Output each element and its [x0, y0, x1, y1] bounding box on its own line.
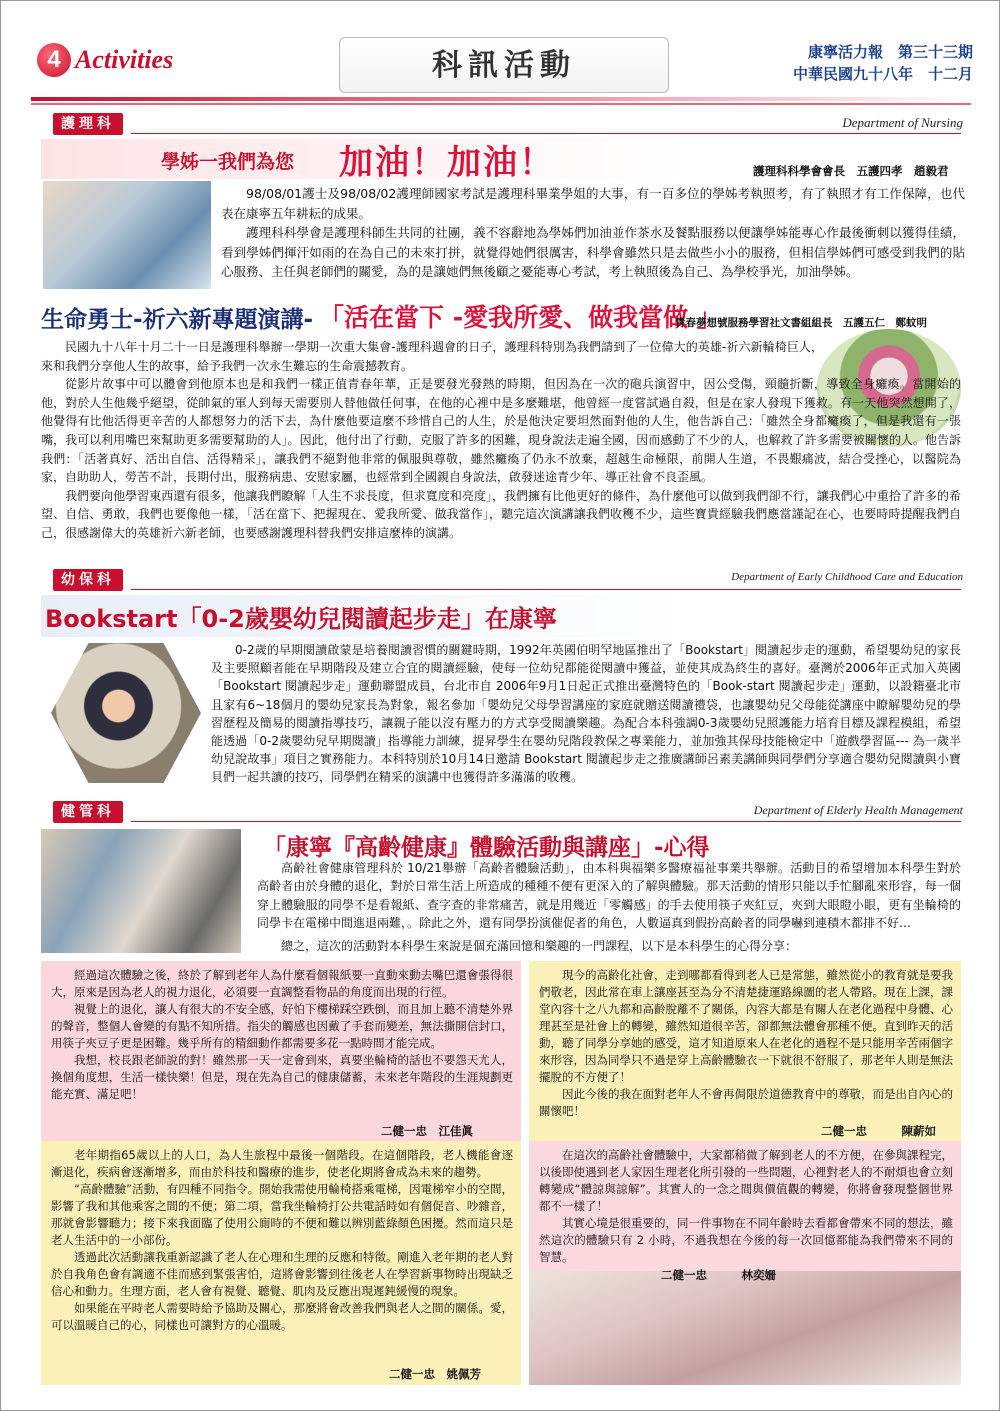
dept-en-nursing: Department of Nursing — [842, 115, 963, 130]
nursing-headline-pre: 學姊一我們為您 — [161, 151, 295, 173]
essay-4-signature: 二健一忠 林奕姍 — [661, 1268, 776, 1282]
nursing-article — [221, 184, 965, 282]
early-childhood-article — [211, 641, 961, 787]
bookstart-photo — [51, 643, 201, 783]
talk-paragraph: 從影片故事中可以體會到他原本也是和我們一樣正值青春年華，正是要發光發熱的時期，但因為在一次的砲兵演習中，因公受傷，頸髓折斷，導致全身癱瘓。當開始的他，對於人生他幾乎絕望，從帥氣的軍人到每天需要別人替他做任何事，在他的心裡中是多麼難堪，他曾經一度嘗試過自殺，但是在家人發現下獲救。有一天他突然想開了，他覺得有比他活得更辛苦的人都想努力的活下去，為什麼他要這麼不珍惜自己的人生，於是他決定要坦然面對他的人生，他告訴自己：「雖然全身都癱瘓了，但是我還有一張嘴，我可以利用嘴巴來幫助更多需要幫助的人」。因此，他付出了行動，克服了許多的困難，現身說法走遍全國，因而感動了不少的人，也解救了許多需要被關懷的人。他告訴我們：「活著真好、活出自信、活得精采」，讓我們不絕對他非常的佩服與尊敬，雖然癱瘓了仍永不放棄，超越生命極限，前開人生道，不畏艱痛波，結合受挫心，以醫院為家，自助助人，勞苦不計，長期付出，服務病患、安慰家屬，也經常到全國親自身說法，啟發迷途青少年、導正社會不良歪風。 — [41, 377, 961, 485]
talk-title-pre: 生命勇士-祈六新專題演講- — [41, 307, 314, 333]
talk-paragraph: 民國九十八年十月二十一日是護理科舉辦一學期一次重大集會-護理科週會的日子，護理科特別為我們請到了一位偉大的英雄-祈六新輪椅巨人，來和我們分享他人生的故事，給予我們一次永生難忘的生命震撼教育。 — [41, 340, 823, 373]
essay-2 — [539, 967, 953, 1120]
essay-paragraph: 在這次的高齡社會體驗中，大家都稍微了解到老人的不方便，在參與課程完，以後即使遇到老人家因生理老化所引發的一些問題，心裡對老人的不耐煩也會立刻轉變成“體諒與諒解”。其實人的一念之間與價值觀的轉變，你將會發現整個世界都不一樣了！ — [539, 1148, 953, 1213]
issue-date: 中華民國九十八年 十二月 — [792, 65, 973, 83]
dept-rule-early-childhood — [131, 589, 961, 590]
essay-paragraph: 老年期指65歲以上的人口，為人生旅程中最後一個階段。在這個階段，老人機能會逐漸退化，疾病會逐漸增多，而由於科技和醫療的進步，使老化期將會成為未來的趨勢。 — [51, 1148, 513, 1179]
section-name-en: Activities — [75, 45, 174, 74]
dept-rule-nursing — [131, 133, 961, 134]
essay-1-signature: 二健一忠 江佳眞 — [381, 1124, 473, 1138]
section-title: 科訊活動 — [432, 48, 576, 83]
elderly-intro2-paragraph: 總之，這次的活動對本科學生來說是個充滿回憶和樂趣的一門課程，以下是本科學生的心得分享： — [281, 939, 798, 953]
essay-paragraph: 視覺上的退化，讓人有很大的不安全感，好怕下樓梯踩空跌倒，而且加上聽不清楚外界的聲音，整個人會變的有點不知所措。指尖的觸感也因戴了手套而變差，無法撕開信封口，用筷子夾豆子更是困難。幾乎所有的精細動作都需要多花一點時間才能完成。 — [51, 1002, 513, 1050]
header-rule — [31, 97, 971, 101]
essay-4 — [539, 1147, 953, 1266]
dept-en-early-childhood: Department of Early Childhood Care and Education — [731, 571, 963, 583]
essay-paragraph: 透過此次活動讓我重新認識了老人在心理和生理的反應和特徵。剛進入老年期的老人對於自我角色會有調適不佳而感到緊張害怕，這將會影響到往後老人在學習新事物時出現缺乏信心和動力。生理方面，老人會有視覺、聽覺、肌肉及反應出現遲鈍緩慢的現象。 — [51, 1250, 513, 1298]
elderly-activity-photo — [41, 829, 241, 953]
essay-paragraph: “高齡體驗”活動，有四種不同指令。開始我需使用輪椅搭乘電梯，因電梯窄小的空間，影響了我和其他乘客之間的不便；第二項，當我坐輪椅打公共電話時如有個促音、吵雜音，那就會影響聽力；接下來我面臨了使用公廁時的不便和難以辨別藍綠顏色困擾。然而這只是老人生活中的一小部份。 — [51, 1182, 513, 1247]
dept-rule-elderly — [131, 821, 961, 822]
publication-name: 康寧活力報 第三十三期 — [807, 43, 973, 61]
elderly-intro2 — [257, 937, 961, 955]
talk-byline: 青春夢想號服務學習社文書組組長 五護五仁 鄭蚊明 — [675, 317, 927, 329]
elderly-intro-paragraph: 高齡社會健康管理科於 10/21舉辦「高齡者體驗活動」，由本科與福樂多醫療福祉事業共舉辦。活動目的希望增加本科學生對於高齡者由於身體的退化，對於日常生活上所造成的種種不便有更深入的了解與體驗。那天活動的情形只能以手忙腳亂來形容，每一個穿上體驗服的同學不是看報紙、查字查的非常痛苦，就是用幾近「零觸感」的手去使用筷子夾紅豆，夾到大眼瞪小眼，更有坐輪椅的同學卡在電梯中間進退兩難，。除此之外，還有同學扮演催促者的角色，人數逼真到假扮高齡者的同學嚇到連積木都排不好… — [257, 861, 961, 931]
issue-info — [753, 41, 973, 85]
elderly-headline: 「康寧『高齡健康』體驗活動與講座」-心得 — [263, 835, 710, 861]
talk-article — [41, 338, 961, 543]
header-rule-thin — [31, 103, 971, 105]
dept-tag-nursing: 護理科 — [53, 113, 123, 135]
dept-en-elderly: Department of Elderly Health Management — [753, 803, 963, 817]
early-childhood-paragraph: 0-2歲的早期閱讀啟蒙是培養閱讀習慣的關鍵時期，1992年英國伯明罕地區推出了「Bookstart」閱讀起步走的運動，希望嬰幼兒的家長及主要照顧者能在早期階段及建立合宜的閱讀經驗，使每一位幼兒都能從閱讀中獲益，並使其成為終生的喜好。臺灣於2006年正式加入英國「Bookstart 閱讀起步走」運動聯盟成員，台北市自 2006年9月1日起正式推出臺灣特色的「Book-start 閱讀起步走」運動，以設籍臺北市且家有6~18個月的嬰幼兒家長為對象，報名參加「嬰幼兒父母學習講座的家庭就贈送閱讀禮袋，也讓嬰幼兒父母能從講座中瞭解嬰幼兒的學習歷程及簡易的閱讀指導技巧，讓親子能以沒有壓力的方式享受閱讀樂趣。為配合本科強調0-3歲嬰幼兒照護能力培育目標及課程模組，希望能透過「0-2歲嬰幼兒早期閱讀」指導能力訓練，提昇學生在嬰幼兒階段教保之專業能力，並加強其保母技能檢定中「遊戲學習區--- 為一歲半幼兒說故事」項目之實務能力。本科特別於10月14日邀請 Bookstart 閱讀起步走之推廣講師呂素美講師與同學們分享適合嬰幼兒閱讀與小寶貝們一起共讀的技巧，同學們在精采的演講中也獲得許多滿滿的收穫。 — [211, 643, 961, 785]
essay-paragraph: 經過這次體驗之後，終於了解到老年人為什麼看個報紙要一直動來動去嘴巴還會張得很大，原來是因為老人的視力退化，必須要一直調整看物品的角度而出現的行徑。 — [51, 968, 513, 999]
talk-title-quote: 「活在當下 -愛我所愛、做我當做 」 — [319, 303, 722, 332]
dept-tag-early-childhood: 幼保科 — [53, 569, 123, 591]
dept-tag-elderly: 健管科 — [53, 801, 123, 823]
nursing-paragraph: 98/08/01護士及98/08/02護理師國家考試是護理科畢業學姐的大事，有一百多位的學姊考執照考，有了執照才有工作保障，也代表在康寧五年耕耘的成果。 — [221, 186, 965, 221]
page-number-badge: 4 — [37, 43, 71, 77]
nursing-headline-big: 加油！加油！ — [339, 143, 555, 183]
essay-1 — [51, 967, 513, 1103]
nursing-photo — [43, 181, 211, 289]
section-title-box — [339, 37, 669, 93]
talk-paragraph: 我們要向他學習東西還有很多，他讓我們瞭解「人生不求長度，但求寬度和亮度」，我們擁有比他更好的條件，為什麼他可以做到我們卻不行，讓我們心中重拾了許多的希望、自信、勇敢，我們也要像他一樣，「活在當下、把握現在、愛我所愛、做我當作」，聽完這次演講讓我們收穫不少，這些寶貴經驗我們應當謹記在心，也要時時提醒我們自己，很感謝偉大的英雄祈六新老師，也要感謝護理科替我們安排這麼棒的演講。 — [41, 488, 961, 540]
essay-paragraph: 如果能在平時老人需要時給予協助及關心，那麼將會改善我們與老人之間的關係。愛，可以溫暖自己的心，同樣也可讓對方的心溫暖。 — [51, 1301, 513, 1332]
early-childhood-headline: Bookstart「0-2歲嬰幼兒閱讀起步走」在康寧 — [45, 605, 557, 633]
nursing-byline: 護理科科學會會長 五護四孝 趙毅君 — [753, 164, 949, 178]
elderly-group-photo — [529, 1271, 961, 1385]
essay-paragraph: 我想，校長跟老師說的對！雖然那一天一定會到來，真要坐輪椅的話也不要怨天尤人，換個角度想，生活一樣快樂！但是，現在先為自己的健康儲蓄，未來老年階段的生涯規劃更能充實、滿足吧！ — [51, 1053, 513, 1101]
page-header — [31, 37, 971, 95]
essay-paragraph: 其實心境是很重要的，同一件事物在不同年齡時去看都會帶來不同的想法，雖然這次的體驗只有 2 小時，不過我想在今後的每一次回憶都能為我們帶來不同的智慧。 — [539, 1216, 953, 1264]
elderly-intro — [257, 859, 961, 933]
essay-3-signature: 二健一忠 姚佩芳 — [389, 1367, 481, 1381]
essay-2-signature: 二健一忠 陳薪如 — [821, 1124, 936, 1138]
essay-3 — [51, 1147, 513, 1334]
essay-paragraph: 因此今後的我在面對老年人不會再侷限於道德教育中的尊敬，而是出自內心的關懷吧！ — [539, 1087, 953, 1118]
nursing-paragraph: 護理科科學會是護理科師生共同的社團，義不容辭地為學姊們加油並作茶水及餐點服務以便讓學姊能專心作最後衝刺以獲得佳績，看到學姊們揮汗如雨的在為自己的未來打拼，就覺得她們很厲害，科學會雖然只是去做些小小的服務，但相信學姊們可感受到我們的貼心服務、主任與老師們的關愛，為的是讓她們無後顧之憂能專心考試，考上執照後為自己、為學校爭光，加油學姊。 — [221, 225, 965, 279]
essay-paragraph: 現今的高齡化社會，走到哪都看得到老人已是常態，雖然從小的教育就是要我們敬老，因此常在車上讓座甚至為分不清楚捷運路線圖的老人帶路。現在上課，課堂內容十之八九都和高齡脫離不了關係，內容大都是有關人在老化過程中身體、心理甚至是社會上的轉變，雖然知道很辛苦，卻都無法體會那種不便。直到昨天的活動，聽了同學分享她的感受，這才知道原來人在老化的過程不是只能用辛苦兩個字來形容，因為同學只不過是穿上高齡體驗衣一下就很不舒服了，那老年人則是無法擺脫的不方便了！ — [539, 968, 953, 1084]
